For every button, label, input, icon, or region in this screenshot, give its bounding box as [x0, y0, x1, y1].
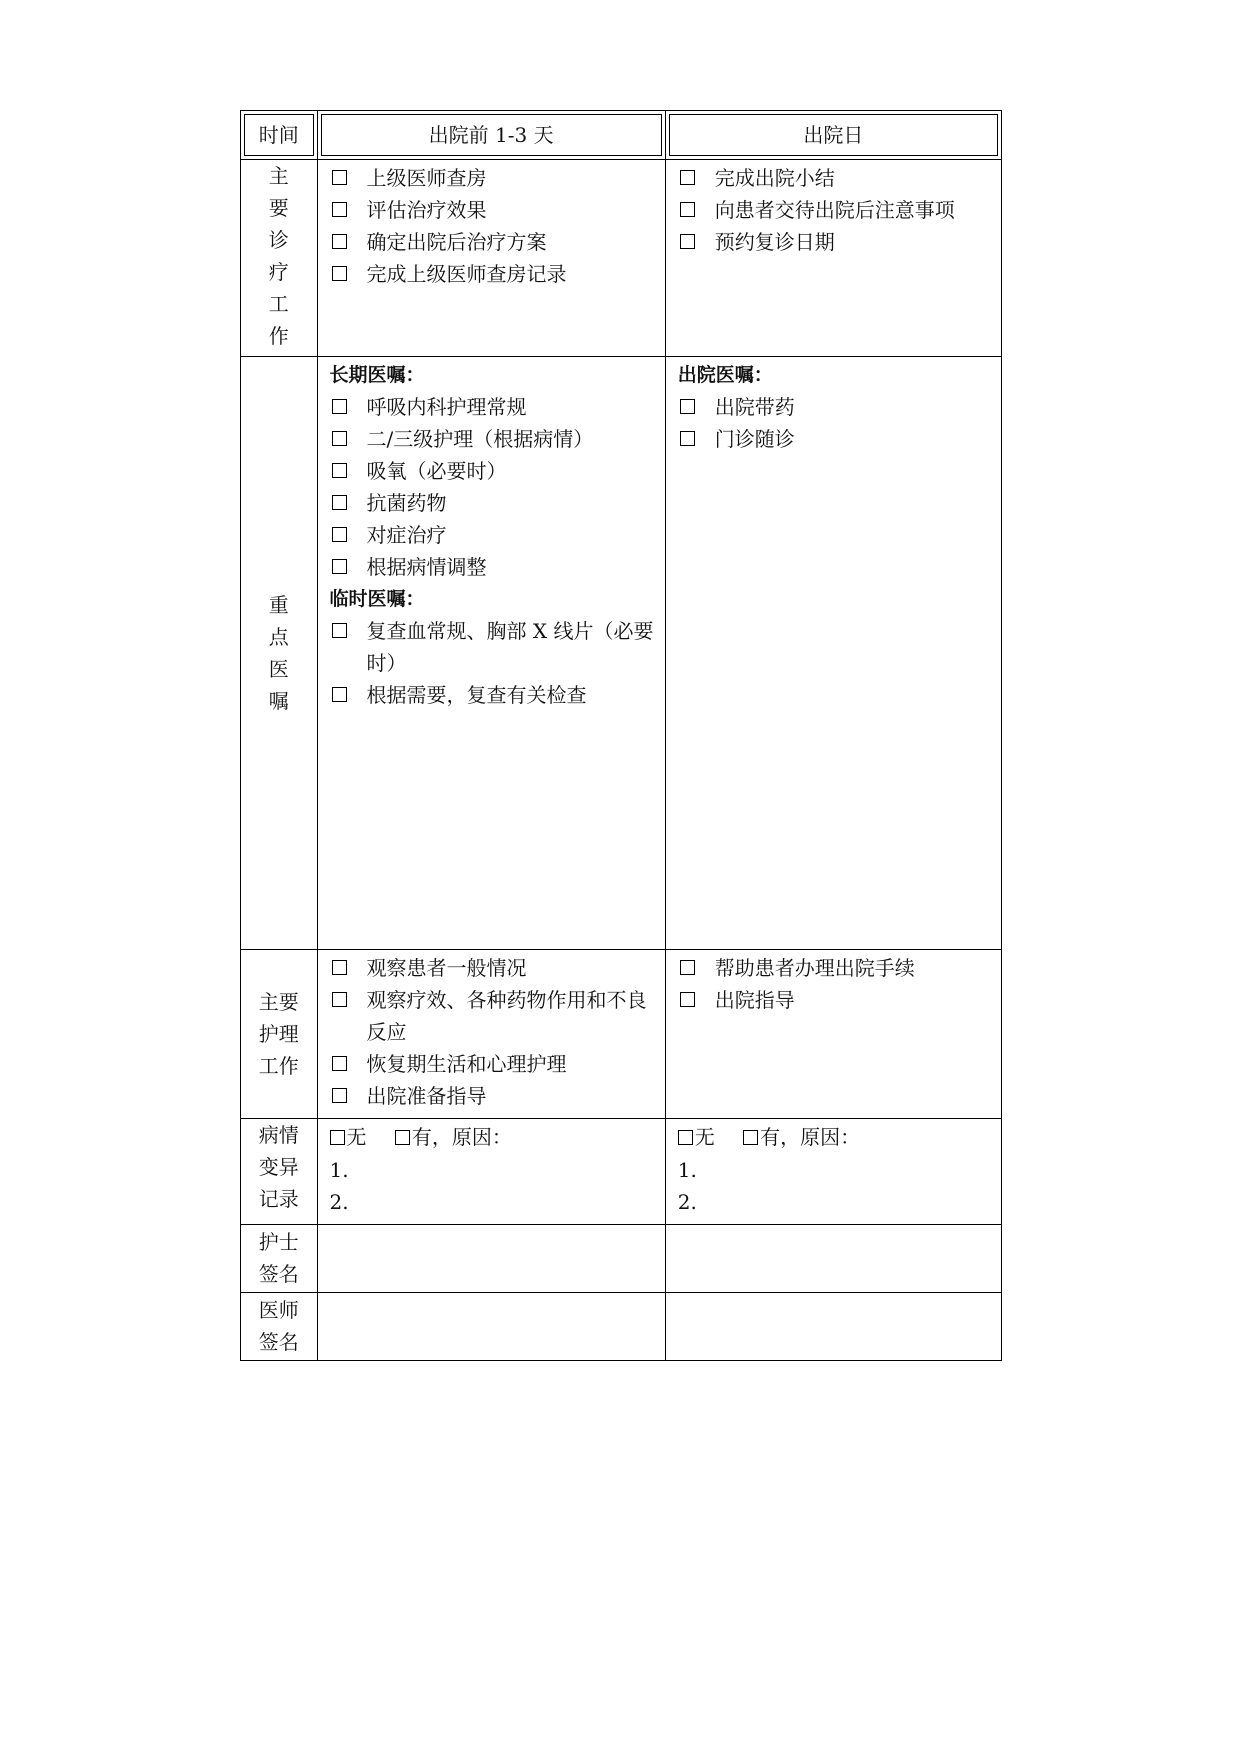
checklist-item: 二/三级护理（根据病情） — [330, 423, 657, 455]
doctor-signature-row — [241, 1292, 1002, 1360]
discharge-orders-title: 出院医嘱： — [677, 364, 773, 386]
checklist-item: 评估治疗效果 — [330, 194, 657, 226]
header-row — [241, 111, 1002, 160]
key-orders-label: 重 点 医 嘱 — [241, 357, 318, 950]
checklist-item: 预约复诊日期 — [678, 226, 993, 258]
checkbox[interactable] — [332, 527, 347, 542]
temporary-orders-title: 临时医嘱： — [329, 588, 425, 610]
checklist-item: 恢复期生活和心理护理 — [330, 1048, 657, 1080]
header-discharge-day: 出院日 — [665, 111, 1001, 160]
nursing-label: 主要 护理 工作 — [241, 950, 318, 1119]
checkbox[interactable] — [332, 266, 347, 281]
checkbox[interactable] — [332, 399, 347, 414]
checkbox-none[interactable] — [330, 1130, 345, 1145]
header-before-discharge: 出院前 1-3 天 — [317, 111, 665, 160]
checkbox[interactable] — [332, 202, 347, 217]
checkbox[interactable] — [680, 960, 695, 975]
nurse-signature-col-a[interactable] — [317, 1224, 665, 1292]
checkbox[interactable] — [332, 559, 347, 574]
checkbox[interactable] — [680, 234, 695, 249]
checklist-item: 呼吸内科护理常规 — [330, 391, 657, 423]
main-work-col-a — [317, 160, 665, 357]
nursing-col-a — [317, 950, 665, 1119]
checklist-item: 确定出院后治疗方案 — [330, 226, 657, 258]
variation-options: 无 有，原因： — [330, 1121, 657, 1154]
checklist-item: 复查血常规、胸部 X 线片（必要时） — [330, 615, 657, 679]
long-term-orders-title: 长期医嘱： — [329, 364, 425, 386]
variation-col-b — [665, 1119, 1001, 1225]
doctor-signature-label: 医师 签名 — [241, 1292, 318, 1360]
checkbox-none[interactable] — [678, 1130, 693, 1145]
header-time: 时间 — [241, 111, 318, 160]
variation-label: 病情 变异 记录 — [241, 1119, 318, 1225]
checkbox[interactable] — [332, 431, 347, 446]
variation-row — [241, 1119, 1002, 1225]
nursing-col-b — [665, 950, 1001, 1119]
variation-options: 无 有，原因： — [678, 1121, 993, 1154]
checklist-item: 完成上级医师查房记录 — [330, 258, 657, 290]
checklist-item: 出院带药 — [678, 391, 993, 423]
checkbox[interactable] — [680, 431, 695, 446]
clinical-pathway-table — [240, 110, 1002, 1361]
checklist-item: 门诊随诊 — [678, 423, 993, 455]
checkbox[interactable] — [680, 992, 695, 1007]
checklist-item: 抗菌药物 — [330, 487, 657, 519]
key-orders-row — [241, 357, 1002, 950]
checklist-item: 帮助患者办理出院手续 — [678, 952, 993, 984]
checkbox[interactable] — [332, 1056, 347, 1071]
nurse-signature-col-b[interactable] — [665, 1224, 1001, 1292]
nursing-row — [241, 950, 1002, 1119]
checklist-item: 吸氧（必要时） — [330, 455, 657, 487]
checkbox[interactable] — [332, 623, 347, 638]
doctor-signature-col-a[interactable] — [317, 1292, 665, 1360]
checkbox[interactable] — [332, 234, 347, 249]
checklist-item: 根据需要，复查有关检查 — [330, 679, 657, 711]
checkbox[interactable] — [332, 992, 347, 1007]
checkbox-yes[interactable] — [395, 1130, 410, 1145]
key-orders-col-b — [665, 357, 1001, 950]
checklist-item: 向患者交待出院后注意事项 — [678, 194, 993, 226]
checkbox[interactable] — [332, 960, 347, 975]
checkbox[interactable] — [680, 170, 695, 185]
main-work-label: 主 要 诊 疗 工 作 — [241, 160, 318, 357]
nurse-signature-row — [241, 1224, 1002, 1292]
checklist-item: 出院指导 — [678, 984, 993, 1016]
checkbox[interactable] — [332, 170, 347, 185]
checkbox[interactable] — [332, 495, 347, 510]
checkbox[interactable] — [680, 399, 695, 414]
checklist-item: 完成出院小结 — [678, 162, 993, 194]
checklist-item: 观察疗效、各种药物作用和不良反应 — [330, 984, 657, 1048]
checkbox[interactable] — [332, 1088, 347, 1103]
checkbox-yes[interactable] — [743, 1130, 758, 1145]
checkbox[interactable] — [332, 687, 347, 702]
checkbox[interactable] — [332, 463, 347, 478]
checklist-item: 观察患者一般情况 — [330, 952, 657, 984]
main-work-col-b — [665, 160, 1001, 357]
checkbox[interactable] — [680, 202, 695, 217]
checklist-item: 上级医师查房 — [330, 162, 657, 194]
reason-line-2[interactable]: 2. — [329, 1189, 349, 1214]
key-orders-col-a — [317, 357, 665, 950]
checklist-item: 根据病情调整 — [330, 551, 657, 583]
doctor-signature-col-b[interactable] — [665, 1292, 1001, 1360]
variation-col-a — [317, 1119, 665, 1225]
checklist-item: 出院准备指导 — [330, 1080, 657, 1112]
reason-line-1[interactable]: 1. — [329, 1157, 349, 1182]
reason-line-2[interactable]: 2. — [677, 1189, 697, 1214]
reason-line-1[interactable]: 1. — [677, 1157, 697, 1182]
main-work-row — [241, 160, 1002, 357]
nurse-signature-label: 护士 签名 — [241, 1224, 318, 1292]
checklist-item: 对症治疗 — [330, 519, 657, 551]
